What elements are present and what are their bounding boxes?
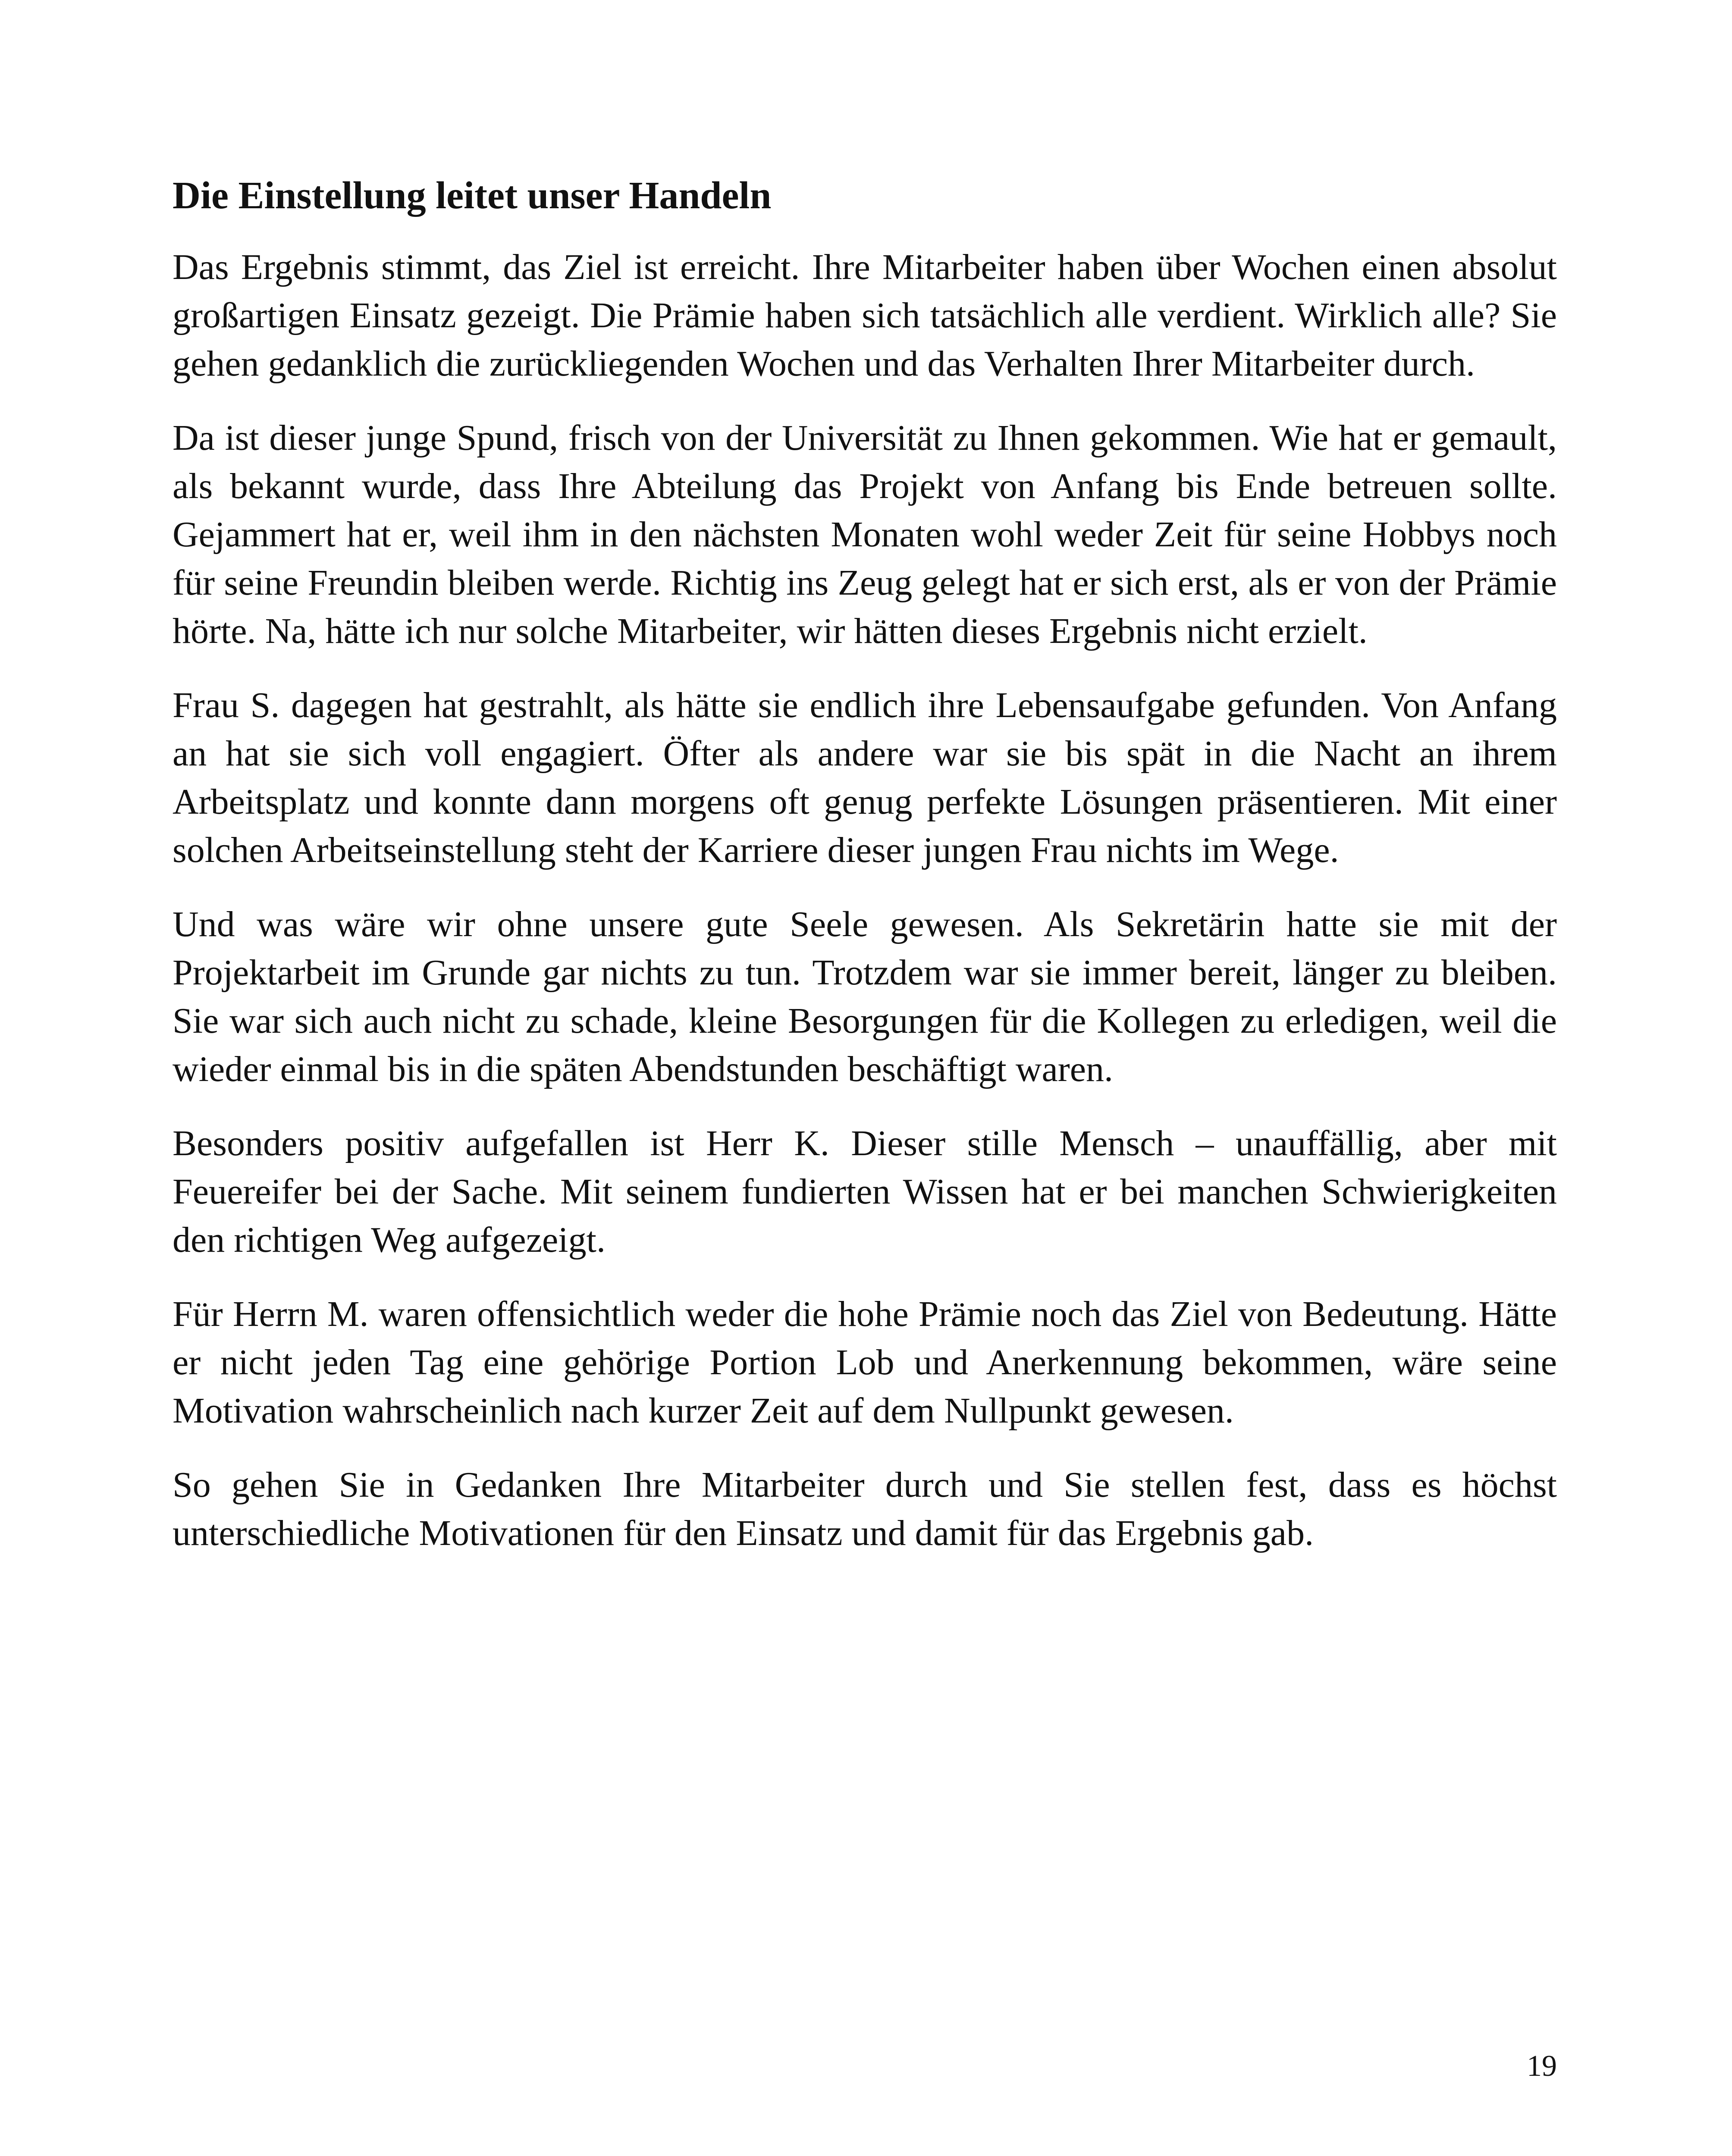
paragraph-6: Für Herrn M. waren offensichtlich weder die hohe Prämie noch das Ziel von Bedeutung. Hätte er nicht jeden Tag eine gehörige Portion Lob und Anerkennung bekommen, wäre seine Motivation wahrscheinlich nach kurzer Zeit auf dem Nullpunkt gewesen.	[173, 1294, 1557, 1431]
section-heading: Die Einstellung leitet unser Handeln	[173, 174, 772, 217]
page-content	[173, 172, 1557, 1583]
paragraph-4: Und was wäre wir ohne unsere gute Seele gewesen. Als Sekretärin hatte sie mit der Projektarbeit im Grunde gar nichts zu tun. Trotzdem war sie immer bereit, länger zu bleiben. Sie war sich auch nicht zu schade, kleine Besorgungen für die Kollegen zu erledigen, weil die wieder einmal bis in die späten Abendstunden beschäftigt waren.	[173, 904, 1557, 1089]
paragraph-5: Besonders positiv aufgefallen ist Herr K. Dieser stille Mensch – unauffällig, aber mit Feuereifer bei der Sache. Mit seinem fundierten Wissen hat er bei manchen Schwierigkeiten den richtigen Weg aufgezeigt.	[173, 1123, 1557, 1260]
paragraph-2: Da ist dieser junge Spund, frisch von der Universität zu Ihnen gekommen. Wie hat er gemault, als bekannt wurde, dass Ihre Abteilung das Projekt von Anfang bis Ende betreuen sollte. Gejammert hat er, weil ihm in den nächsten Monaten wohl weder Zeit für seine Hobbys noch für seine Freundin bleiben werde. Richtig ins Zeug gelegt hat er sich erst, als er von der Prämie hörte. Na, hätte ich nur solche Mitarbeiter, wir hätten dieses Ergebnis nicht erzielt.	[173, 418, 1557, 651]
paragraph-3: Frau S. dagegen hat gestrahlt, als hätte sie endlich ihre Lebensaufgabe gefunden. Von Anfang an hat sie sich voll engagiert. Öfter als andere war sie bis spät in die Nacht an ihrem Arbeitsplatz und konnte dann morgens oft genug perfekte Lösungen präsentieren. Mit einer solchen Arbeitseinstellung steht der Karriere dieser jungen Frau nichts im Wege.	[173, 685, 1557, 870]
paragraph-1: Das Ergebnis stimmt, das Ziel ist erreicht. Ihre Mitarbeiter haben über Wochen einen absolut großartigen Einsatz gezeigt. Die Prämie haben sich tatsächlich alle verdient. Wirklich alle? Sie gehen gedanklich die zurückliegenden Wochen und das Verhalten Ihrer Mitarbeiter durch.	[173, 247, 1557, 384]
page-number: 19	[1527, 2049, 1557, 2083]
paragraph-7: So gehen Sie in Gedanken Ihre Mitarbeiter durch und Sie stellen fest, dass es höchst unterschiedliche Motivationen für den Einsatz und damit für das Ergebnis gab.	[173, 1465, 1557, 1553]
